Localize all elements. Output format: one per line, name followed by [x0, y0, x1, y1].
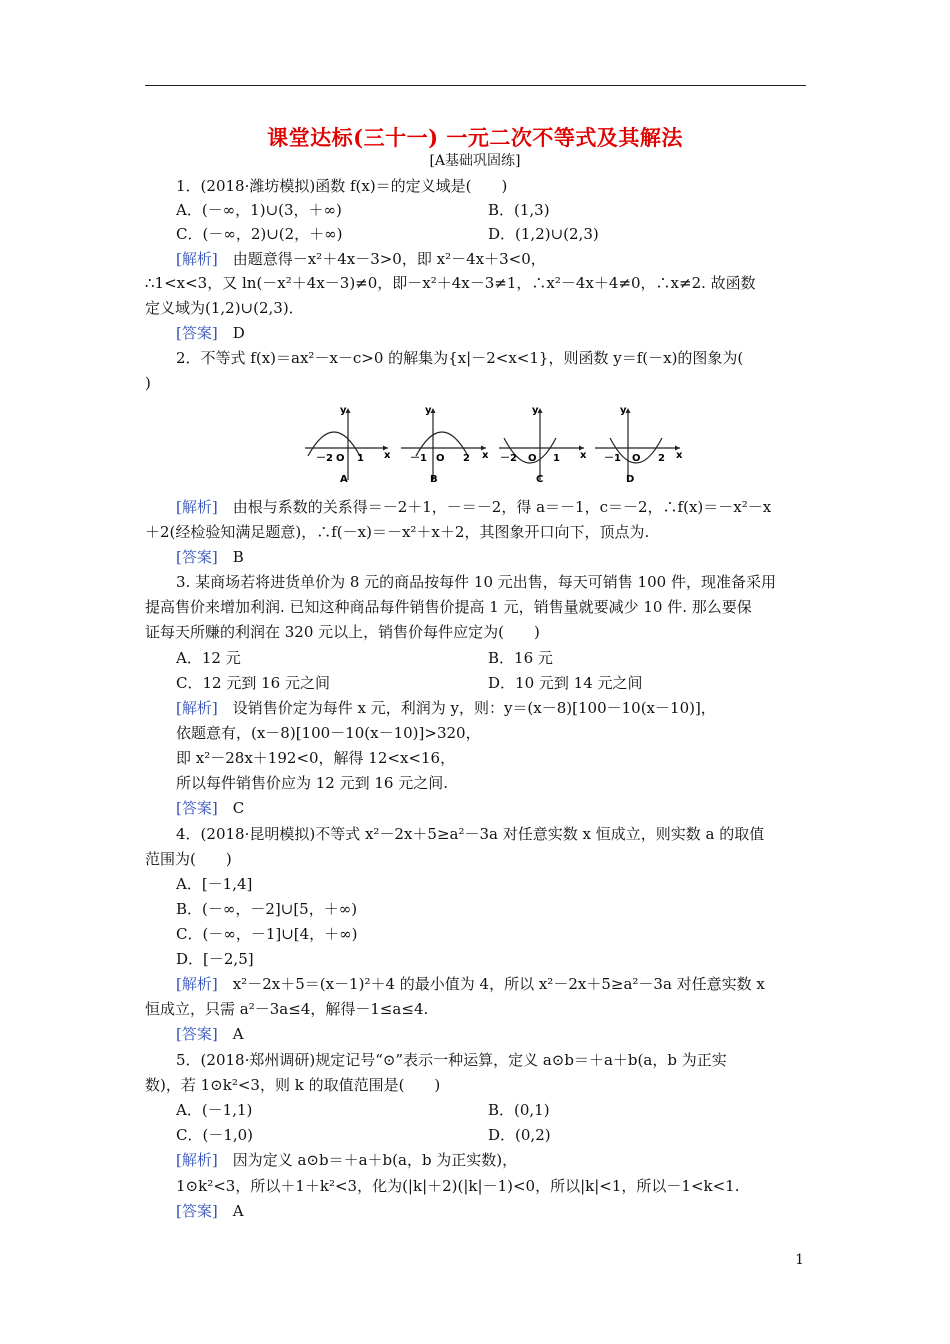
- graph-a-x-label: x: [384, 450, 391, 461]
- line-text: B．(1,3): [488, 201, 550, 219]
- section-subtitle: [A基础巩固练]: [429, 153, 521, 169]
- graph-a-tick-1: －2: [316, 453, 333, 464]
- answer-tag: [解析]: [176, 1151, 218, 1169]
- question-2-line: [176, 348, 743, 368]
- line-text: 因为定义 a⊙b＝＋a＋b(a，b 为正实数)，: [217, 1151, 518, 1169]
- line-text: 恒成立，只需 a²－3a≤4，解得－1≤a≤4.: [145, 1000, 429, 1018]
- line-text: 由根与系数的关系得＝－2＋1，－＝－2，得 a＝－1，c＝－2，∴f(x)＝－x²－x: [217, 498, 772, 516]
- line-text: C: [217, 799, 245, 817]
- question-3-line: [176, 773, 448, 793]
- question-2-line: [176, 497, 771, 517]
- line-text: D．[－2,5]: [176, 950, 254, 968]
- line-text: x²－2x＋5＝(x－1)²＋4 的最小值为 4，所以 x²－2x＋5≥a²－3a 对任意实数 x: [217, 975, 765, 993]
- question-1-line: [145, 273, 756, 293]
- line-text: A．(－∞，1)∪(3，＋∞): [176, 201, 342, 219]
- question-4-line: [176, 824, 764, 844]
- line-text: 范围为( ): [145, 850, 232, 868]
- graph-d-tick-3: 2: [658, 453, 665, 464]
- graph-a: [305, 405, 391, 485]
- question-3-line: [176, 723, 481, 743]
- line-text: 依题意有，(x－8)[100－10(x－10)]>320，: [176, 724, 481, 742]
- question-5-line: [176, 1100, 252, 1120]
- question-3-line: [176, 673, 330, 693]
- graph-a-tick-2: O: [336, 453, 345, 464]
- question-3-line: [145, 597, 752, 617]
- line-text: 数)，若 1⊙k²<3，则 k 的取值范围是( ): [145, 1076, 441, 1094]
- graph-options-figure: [300, 400, 683, 490]
- graph-c: [499, 405, 587, 485]
- line-text: 证每天所赚的利润在 320 元以上，销售价每件应定为( ): [145, 623, 540, 641]
- line-text: ): [145, 374, 151, 392]
- graph-d-tick-1: －1: [604, 453, 621, 464]
- answer-tag: [解析]: [176, 975, 218, 993]
- line-text: 2．不等式 f(x)＝ax²－x－c>0 的解集为{x|－2<x<1}，则函数 y＝f(－x)的图象为(: [176, 349, 744, 367]
- graph-b-caption: B: [430, 474, 438, 485]
- question-4-line: [176, 949, 254, 969]
- question-5-line: [488, 1100, 550, 1120]
- top-rule: [145, 85, 806, 86]
- line-text: ＋2(经检验知满足题意)，∴f(－x)＝－x²＋x＋2，其图象开口向下，顶点为.: [145, 523, 650, 541]
- question-4-line: [176, 924, 358, 944]
- question-1-line: [488, 224, 599, 244]
- question-4-line: [145, 849, 232, 869]
- line-text: A．12 元: [176, 649, 241, 667]
- line-text: 由题意得－x²＋4x－3>0，即 x²－4x＋3<0，: [217, 250, 546, 268]
- line-text: D: [217, 324, 245, 342]
- graph-b: [401, 405, 489, 485]
- line-text: A: [217, 1202, 244, 1220]
- line-text: C．(－∞，2)∪(2，＋∞): [176, 225, 343, 243]
- question-5-line: [176, 1050, 727, 1070]
- question-2-line: [176, 547, 244, 567]
- line-text: 提高售价来增加利润. 已知这种商品每件销售价提高 1 元，销售量就要减少 10 件. 那么要保: [145, 598, 752, 616]
- question-4-line: [176, 974, 765, 994]
- line-text: 所以每件销售价应为 12 元到 16 元之间.: [176, 774, 449, 792]
- line-text: 4．(2018·昆明模拟)不等式 x²－2x＋5≥a²－3a 对任意实数 x 恒成立，则实数 a 的取值: [176, 825, 765, 843]
- question-2-line: [145, 373, 151, 393]
- line-text: 3. 某商场若将进货单价为 8 元的商品按每件 10 元出售，每天可销售 100 件，现准备采用: [176, 573, 776, 591]
- page-title: 课堂达标(三十一) 一元二次不等式及其解法: [267, 125, 683, 150]
- line-text: B．(－∞，－2]∪[5，＋∞): [176, 900, 358, 918]
- line-text: D．(0,2): [488, 1126, 551, 1144]
- question-5-line: [176, 1176, 739, 1196]
- graph-b-tick-1: －1: [410, 453, 427, 464]
- answer-tag: [答案]: [176, 1025, 218, 1043]
- question-5-line: [176, 1125, 253, 1145]
- question-1-line: [176, 249, 546, 269]
- graph-b-tick-3: 2: [463, 453, 470, 464]
- line-text: A．(－1,1): [176, 1101, 253, 1119]
- line-text: A: [217, 1025, 244, 1043]
- line-text: B．16 元: [488, 649, 553, 667]
- question-3-line: [488, 648, 553, 668]
- question-3-line: [176, 748, 455, 768]
- question-1-line: [176, 200, 342, 220]
- question-3-line: [488, 673, 643, 693]
- answer-tag: [解析]: [176, 699, 218, 717]
- question-3-line: [176, 698, 716, 718]
- graph-a-caption: A: [340, 474, 348, 485]
- graph-d-tick-2: O: [632, 453, 641, 464]
- answer-tag: [答案]: [176, 799, 218, 817]
- graph-b-y-label: y: [425, 405, 432, 416]
- line-text: 即 x²－28x＋192<0，解得 12<x<16，: [176, 749, 456, 767]
- question-1-line: [488, 200, 550, 220]
- question-5-line: [176, 1150, 517, 1170]
- question-4-line: [176, 899, 357, 919]
- graph-c-x-label: x: [580, 450, 587, 461]
- question-1-line: [176, 224, 343, 244]
- graph-c-y-label: y: [532, 405, 539, 416]
- question-5-line: [145, 1075, 440, 1095]
- answer-tag: [解析]: [176, 250, 218, 268]
- line-text: D．10 元到 14 元之间: [488, 674, 643, 692]
- graph-d-caption: D: [626, 474, 635, 485]
- graph-a-tick-3: 1: [357, 453, 364, 464]
- graph-b-x-label: x: [482, 450, 489, 461]
- line-text: 1．(2018·潍坊模拟)函数 f(x)＝的定义域是( ): [176, 177, 508, 195]
- answer-tag: [解析]: [176, 498, 218, 516]
- line-text: 1⊙k²<3，所以＋1＋k²<3，化为(|k|＋2)(|k|－1)<0，所以|k|<1，所以－1<k<1.: [176, 1177, 740, 1195]
- question-3-line: [145, 622, 540, 642]
- line-text: D．(1,2)∪(2,3): [488, 225, 599, 243]
- graph-c-caption: C: [536, 474, 544, 485]
- graph-c-tick-2: O: [528, 453, 537, 464]
- question-1-line: [176, 323, 245, 343]
- answer-tag: [答案]: [176, 548, 218, 566]
- line-text: ∴1<x<3，又 ln(－x²＋4x－3)≠0，即－x²＋4x－3≠1，∴x²－4x＋4≠0，∴x≠2. 故函数: [145, 274, 756, 292]
- graph-d: [595, 405, 683, 485]
- graph-c-tick-3: 1: [553, 453, 560, 464]
- answer-tag: [答案]: [176, 1202, 218, 1220]
- line-text: 5．(2018·郑州调研)规定记号“⊙”表示一种运算，定义 a⊙b＝＋a＋b(a，b 为正实: [176, 1051, 727, 1069]
- answer-tag: [答案]: [176, 324, 218, 342]
- question-3-line: [176, 572, 776, 592]
- line-text: 定义域为(1,2)∪(2,3)．: [145, 299, 304, 317]
- line-text: B: [217, 548, 244, 566]
- graph-d-x-label: x: [676, 450, 683, 461]
- line-text: A．[－1,4]: [176, 875, 253, 893]
- page-number: 1: [795, 1252, 804, 1268]
- question-5-line: [176, 1201, 244, 1221]
- question-4-line: [176, 874, 252, 894]
- line-text: C．12 元到 16 元之间: [176, 674, 330, 692]
- line-text: C．(－∞，－1]∪[4，＋∞): [176, 925, 358, 943]
- line-text: 设销售价定为每件 x 元，利润为 y，则：y＝(x－8)[100－10(x－10)]，: [217, 699, 716, 717]
- line-text: B．(0,1): [488, 1101, 550, 1119]
- question-5-line: [488, 1125, 551, 1145]
- question-3-line: [176, 798, 244, 818]
- question-2-line: [145, 522, 649, 542]
- question-1-line: [145, 298, 304, 318]
- graph-b-tick-2: O: [436, 453, 445, 464]
- graph-a-y-label: y: [340, 405, 347, 416]
- question-4-line: [176, 1024, 244, 1044]
- question-3-line: [176, 648, 241, 668]
- graph-d-y-label: y: [620, 405, 627, 416]
- graph-c-tick-1: －2: [500, 453, 517, 464]
- question-1-line: [176, 176, 507, 196]
- question-4-line: [145, 999, 428, 1019]
- line-text: C．(－1,0): [176, 1126, 254, 1144]
